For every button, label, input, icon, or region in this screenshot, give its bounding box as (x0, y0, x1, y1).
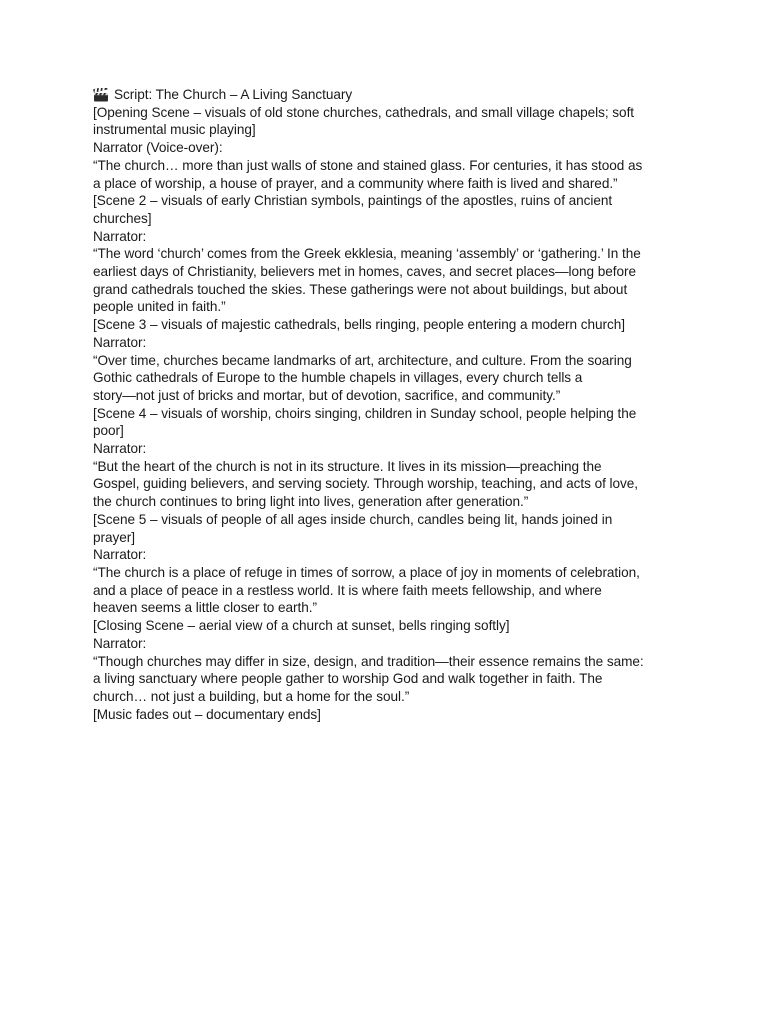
script-line: instrumental music playing] (93, 122, 256, 138)
script-line: Narrator: (93, 228, 147, 244)
script-body (93, 104, 675, 724)
script-title: Script: The Church – A Living Sanctuary (114, 87, 353, 102)
script-title-line (93, 86, 675, 104)
script-line: a living sanctuary where people gather to worship God and walk together in faith. The (93, 671, 603, 687)
script-line: [Closing Scene – aerial view of a church at sunset, bells ringing softly] (93, 618, 510, 634)
script-line: [Scene 4 – visuals of worship, choirs singing, children in Sunday school, people helping the (93, 405, 637, 421)
script-line: [Scene 3 – visuals of majestic cathedrals, bells ringing, people entering a modern church] (93, 317, 625, 333)
script-line: earliest days of Christianity, believers met in homes, caves, and secret places—long before (93, 264, 636, 280)
script-line: “The church… more than just walls of stone and stained glass. For centuries, it has stood as (93, 157, 643, 173)
script-line: grand cathedrals touched the skies. These gatherings were not about buildings, but about (93, 281, 628, 297)
script-line: Narrator: (93, 441, 147, 457)
clapperboard-icon (93, 88, 109, 102)
script-line: a place of worship, a house of prayer, and a community where faith is lived and shared.” (93, 175, 618, 191)
script-line: poor] (93, 423, 124, 439)
script-line: [Opening Scene – visuals of old stone churches, cathedrals, and small village chapels; soft (93, 104, 635, 120)
script-line: heaven seems a little closer to earth.” (93, 600, 317, 616)
script-line: prayer] (93, 529, 135, 545)
script-line: “The word ‘church’ comes from the Greek ekklesia, meaning ‘assembly’ or ‘gathering.’ In the (93, 246, 641, 262)
script-line: [Music fades out – documentary ends] (93, 706, 321, 722)
script-line: Narrator: (93, 635, 147, 651)
script-line: Gothic cathedrals of Europe to the humble chapels in villages, every church tells a (93, 370, 583, 386)
script-line: the church continues to bring light into lives, generation after generation.” (93, 494, 529, 510)
script-line: church… not just a building, but a home for the soul.” (93, 688, 410, 704)
script-line: Gospel, guiding believers, and serving society. Through worship, teaching, and acts of love, (93, 476, 639, 492)
script-text-block (93, 86, 675, 723)
script-line: Narrator: (93, 334, 147, 350)
script-line: “Over time, churches became landmarks of art, architecture, and culture. From the soaring (93, 352, 632, 368)
script-line: and a place of peace in a restless world. It is where faith meets fellowship, and where (93, 582, 602, 598)
script-line: [Scene 2 – visuals of early Christian symbols, paintings of the apostles, ruins of ancient (93, 193, 613, 209)
script-line: [Scene 5 – visuals of people of all ages inside church, candles being lit, hands joined in (93, 511, 613, 527)
script-line: “The church is a place of refuge in times of sorrow, a place of joy in moments of celebration, (93, 564, 640, 580)
script-line: churches] (93, 210, 152, 226)
script-line: story—not just of bricks and mortar, but of devotion, sacrifice, and community.” (93, 387, 561, 403)
script-line: Narrator: (93, 547, 147, 563)
script-line: people united in faith.” (93, 299, 226, 315)
script-line: Narrator (Voice-over): (93, 140, 223, 156)
script-line: “Though churches may differ in size, design, and tradition—their essence remains the same: (93, 653, 644, 669)
script-line: “But the heart of the church is not in its structure. It lives in its mission—preaching the (93, 458, 602, 474)
